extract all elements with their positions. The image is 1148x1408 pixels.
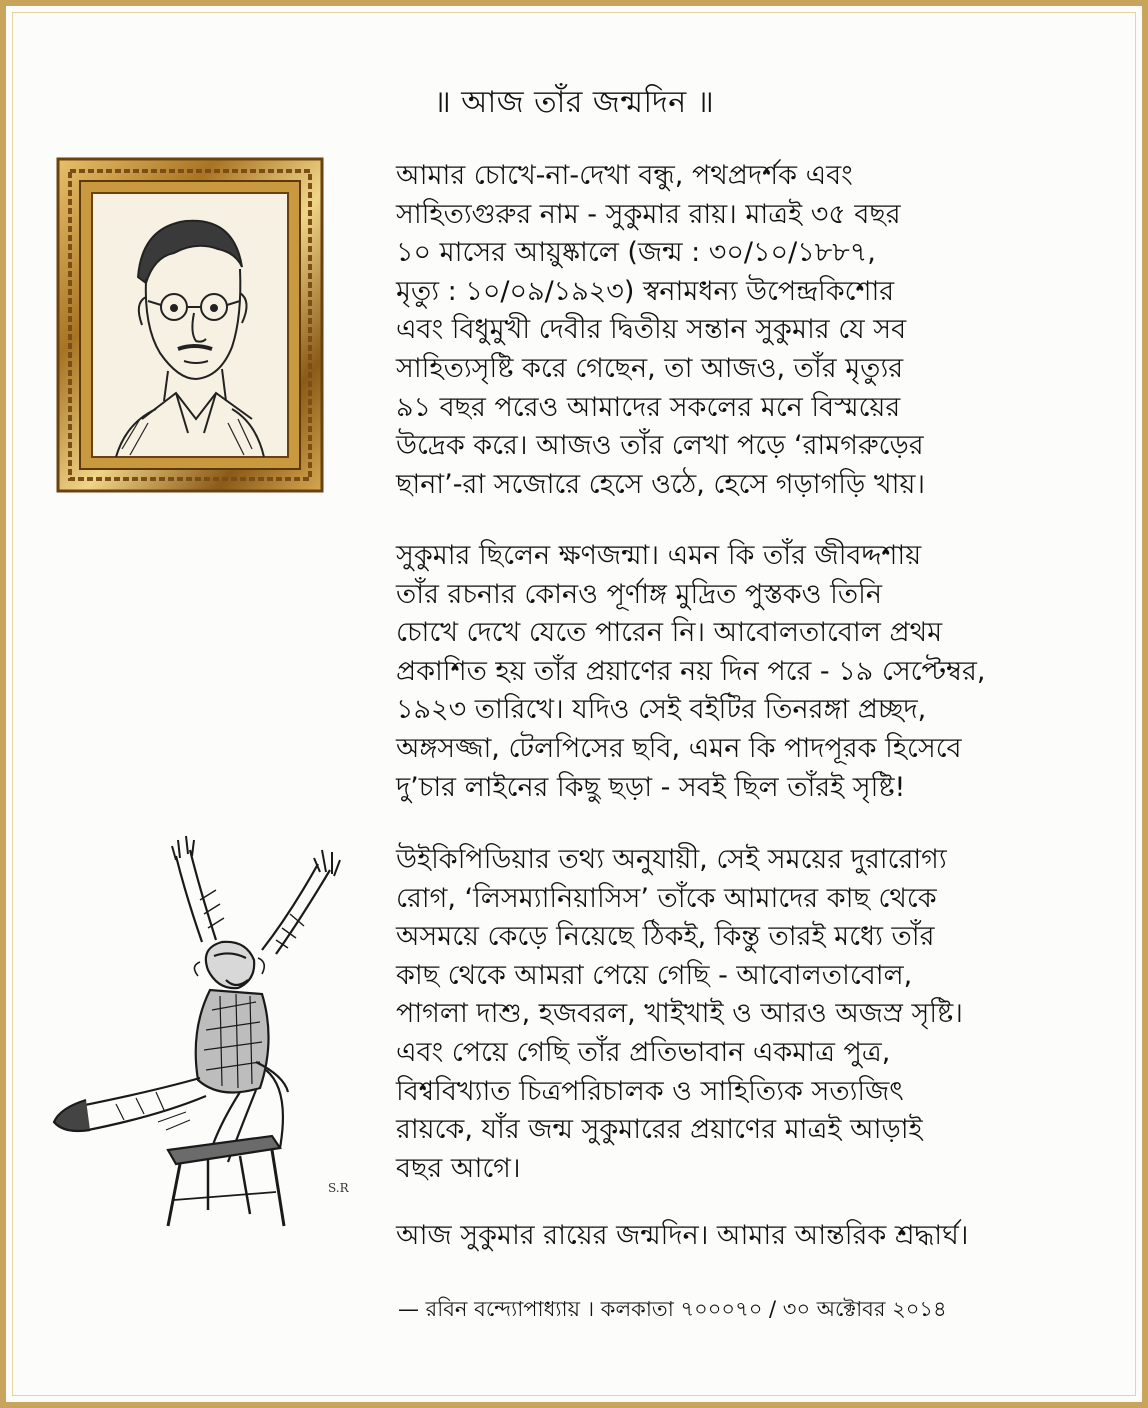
paragraph-1 [396, 157, 1108, 504]
text-line: চোখে দেখে যেতে পারেন নি। আবোলতাবোল প্রথম [396, 617, 943, 649]
text-line: উদ্রেক করে। আজও তাঁর লেখা পড়ে ‘রামগরুড়ের [396, 430, 924, 462]
author-signature: — রবিন বন্দ্যোপাধ্যায় । কলকাতা ৭০০০৭০ / ৩০ অক্টোবর ২০১৪ [398, 1297, 947, 1321]
text-line: রোগ, ‘লিসম্যানিয়াসিস’ তাঁকে আমাদের কাছ থেকে [396, 882, 937, 914]
text-line: প্রকাশিত হয় তাঁর প্রয়াণের নয় দিন পরে - ১৯ সেপ্টেম্বর, [396, 655, 986, 687]
text-line: বিশ্ববিখ্যাত চিত্রপরিচালক ও সাহিত্যিক সত্যজিৎ [396, 1075, 904, 1107]
paragraph-3 [396, 841, 1108, 1188]
page-title: ॥ আজ তাঁর জন্মদিন ॥ [433, 85, 715, 120]
text-line: আমার চোখে-না-দেখা বন্ধু, পথপ্রদর্শক এবং [396, 160, 853, 191]
text-line: ৯১ বছর পরেও আমাদের সকলের মনে বিস্ময়ের [396, 391, 901, 423]
text-line: ১০ মাসের আয়ুষ্কালে (জন্ম : ৩০/১০/১৮৮৭, [396, 237, 876, 269]
text-line: তাঁর রচনার কোনও পূর্ণাঙ্গ মুদ্রিত পুস্তকও তিনি [396, 578, 882, 610]
text-line: সাহিত্যগুরুর নাম - সুকুমার রায়। মাত্রই ৩৫ বছর [396, 198, 901, 230]
text-line: ১৯২৩ তারিখে। যদিও সেই বইটির তিনরঙ্গা প্রচ্ছদ, [396, 694, 927, 726]
text-line: সাহিত্যসৃষ্টি করে গেছেন, তা আজও, তাঁর মৃত্যুর [396, 352, 904, 384]
paragraph-2 [396, 537, 1108, 807]
text-line: অসময়ে কেড়ে নিয়েছে ঠিকই, কিন্তু তারই মধ্যে তাঁর [396, 921, 935, 953]
text-line: পাগলা দাশু, হজবরল, খাইখাই ও আরও অজস্র সৃষ্টি। [396, 998, 963, 1030]
text-line: মৃত্যু : ১০/০৯/১৯২৩) স্বনামধন্য উপেন্দ্রকিশোর [396, 275, 895, 307]
text-line: আজ সুকুমার রায়ের জন্মদিন। আমার আন্তরিক শ্রদ্ধার্ঘ। [396, 1220, 969, 1251]
text-line: দু’চার লাইনের কিছু ছড়া - সবই ছিল তাঁরই সৃষ্টি! [396, 771, 906, 803]
text-line: সুকুমার ছিলেন ক্ষণজন্মা। এমন কি তাঁর জীবদ্দশায় [396, 540, 922, 571]
text-line: অঙ্গসজ্জা, টেলপিসের ছবি, এমন কি পাদপূরক হিসেবে [396, 732, 962, 764]
paragraph-4 [396, 1217, 1108, 1256]
text-line: রায়কে, যাঁর জন্ম সুকুমারের প্রয়াণের মাত্রই আড়াই [396, 1114, 923, 1146]
text-line: কাছ থেকে আমরা পেয়ে গেছি - আবোলতাবোল, [396, 959, 913, 991]
text-line: ছানা’-রা সজোরে হেসে ওঠে, হেসে গড়াগড়ি খায়। [396, 468, 926, 500]
text-line: এবং পেয়ে গেছি তাঁর প্রতিভাবান একমাত্র পুত্র, [396, 1036, 891, 1068]
illustration-signature: S.R [328, 1181, 349, 1195]
framed-portrait [56, 157, 324, 493]
dancing-figure-illustration [40, 830, 380, 1230]
text-line: উইকিপিডিয়ার তথ্য অনুযায়ী, সেই সময়ের দুরারোগ্য [396, 844, 947, 875]
text-line: এবং বিধুমুখী দেবীর দ্বিতীয় সন্তান সুকুমার যে সব [396, 314, 907, 346]
text-line: বছর আগে। [396, 1152, 521, 1184]
